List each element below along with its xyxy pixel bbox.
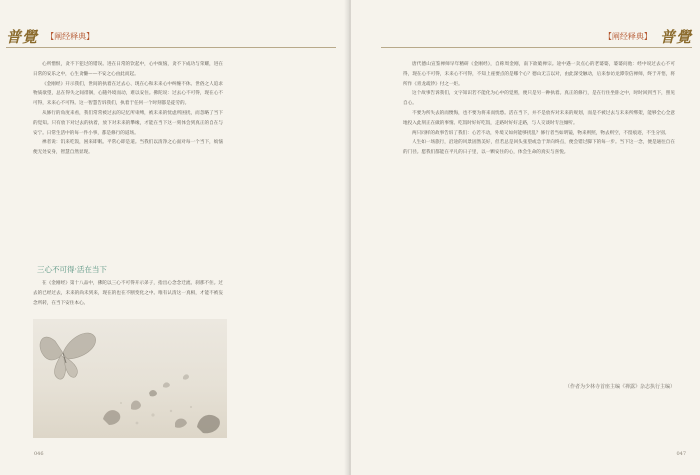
header-rule (6, 47, 336, 48)
butterfly-illustration (33, 319, 227, 438)
right-body (403, 60, 675, 158)
butterfly-icon (40, 333, 96, 379)
author-note: （作者为少林寺首座主编《禅露》杂志执行主编） (564, 384, 675, 390)
paragraph: 人生如一场旅行，沿途的风景固然美好，但若总是回头张望或急于奔向终点，便会错过脚下的每一步。当下这一念，便是通往自在的门径。愿我们都能在平凡的日子里，以一颗安住的心，体会生命的真实与喜悦。 (403, 140, 675, 156)
left-body (33, 60, 223, 158)
section-title: 三心不可得·活在当下 (37, 265, 107, 274)
right-header (601, 26, 692, 44)
magazine-logo: 普覺 (659, 28, 692, 46)
column-tag: 【阐经释典】 (603, 32, 652, 41)
paragraph: 唐代德山宣鉴禅师早年精研《金刚经》，自称周金刚，南下欲破禅宗。途中遇一卖点心的老婆婆，婆婆问他：经中说过去心不可得，现在心不可得，未来心不可得，不知上座要点的是哪个心？德山无言以对，由此深受触动，后来参访龙潭崇信禅师，终于开悟，将所作《青龙疏钞》付之一炬。 (403, 62, 675, 87)
paragraph: 心所憎恨，贪不下犯过的错误。进在日常的饮起中，心中烦恼，贪不下成功与荣耀，进在日常的安乐之中，心生贪懒——不安之心由此而起。 (33, 62, 223, 77)
butterfly-rocks-svg (33, 319, 227, 438)
paragraph: 从修行的角度来看，我们常常被过去的记忆所束缚，被未来的忧虑所困扰，而忽略了当下的觉知。只有放下对过去的执着，放下对未来的攀缘，才能在当下这一刻体会到真正的自在与安宁。日常生活中的每一件小事，都是修行的道场。 (33, 110, 223, 136)
paragraph: 这个故事告诉我们，文字知识若不能化为心中的觉照，便只是另一种执着。真正的修行，是在行住坐卧之中，时时回到当下，照见自心。 (403, 91, 675, 107)
paragraph: 《金刚经》开示我们，世间的执着在过去心、现在心和未来心中纠缠不休。世俗之人追求物质欲望，总在得失之间徘徊，心随外境而动，难以安住。佛陀说：过去心不可得，现在心不可得，未来心不可得。这一智慧告诉我们，执着于任何一个时刻都是徒劳的。 (33, 81, 223, 107)
paragraph: 在《金刚经》第十八品中，佛陀以三心不可得开示弟子，指出心念念迁流、刹那不住。过去的已经过去，未来的尚未到来，现在的也在不断变化之中。唯有认清这一真相，才能不被妄念所转，在当下安住本心。 (33, 281, 223, 306)
left-page (0, 0, 349, 475)
column-tag: 【阐经释典】 (46, 32, 95, 41)
page-number-left: 046 (34, 451, 44, 457)
paragraph: 两只同样的故事告诉了我们：心若不动，外境又如何能够扰乱？修行者当如明镜，物来则照，物去则空，不留痕迹，不生分别。 (412, 130, 670, 136)
section-body (33, 279, 223, 308)
paragraph: 禅者说：饥来吃饭，困来即眠。平常心即是道。当我们以清净之心面对每一个当下，烦恼便无处安身，智慧自然显现。 (33, 140, 223, 156)
right-page (351, 0, 700, 475)
magazine-logo: 普覺 (6, 28, 39, 46)
paragraph: 不要为所失去的而懊悔，也不要为将来而忧愁。活在当下，并不是放弃对未来的规划，而是不被过去与未来所绑架，能够全心全意地投入此刻正在做的事情。吃饭时好好吃饭，走路时好好走路，与人交谈时专注倾听。 (403, 110, 675, 126)
page-number-right: 047 (676, 451, 686, 457)
header-rule (381, 47, 692, 48)
left-header (6, 26, 97, 44)
